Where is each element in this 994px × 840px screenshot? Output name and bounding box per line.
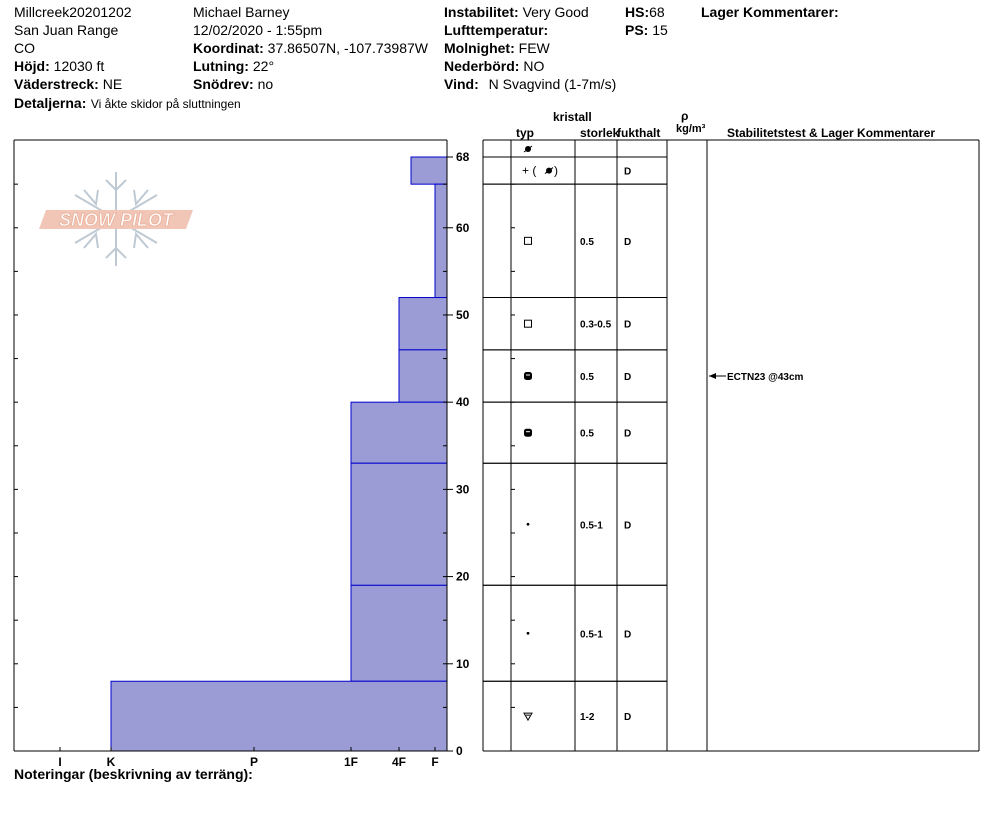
hardness-label: 4F	[391, 755, 407, 769]
y-tick-label: 20	[456, 569, 470, 584]
stability-value: Very Good	[522, 4, 589, 20]
crystal-rounded-icon	[527, 523, 530, 526]
y-tick-label: 40	[456, 395, 470, 410]
size-header: storlek	[580, 126, 620, 140]
crystal-depth-hoar-icon	[524, 713, 532, 720]
y-tick-label: 50	[456, 307, 470, 322]
hardness-label: I	[58, 755, 62, 769]
elevation-value: 12030 ft	[53, 58, 105, 74]
density-unit-header: kg/m³	[676, 123, 706, 135]
crystal-rounding-facets-icon	[525, 429, 532, 436]
precip-value: NO	[523, 58, 545, 74]
hardness-bar-5	[351, 463, 447, 585]
hardness-bar-1	[435, 184, 447, 297]
ps-value: 15	[652, 22, 668, 38]
wind-label: Vind:	[444, 76, 479, 92]
crystal-decomposing-icon	[545, 168, 553, 174]
y-tick-label: 0	[456, 744, 463, 758]
coordinates-value: 37.86507N, -107.73987W	[267, 40, 428, 56]
slope-label: Lutning:	[193, 58, 249, 74]
hs-label: HS:	[625, 4, 650, 20]
layer-moisture: D	[624, 166, 632, 178]
crystal-precip-close: )	[554, 163, 558, 178]
hardness-bar-4	[351, 402, 447, 463]
hardness-bar-6	[351, 585, 447, 681]
y-tick-label: 68	[456, 150, 470, 164]
details-value: Vi åkte skidor på sluttningen	[90, 97, 241, 111]
hardness-label: P	[249, 755, 259, 769]
hardness-bar-3	[399, 350, 447, 402]
aspect-value: NE	[102, 76, 123, 92]
layer-moisture: D	[624, 629, 632, 641]
layer-size: 1-2	[580, 712, 595, 724]
range-name: San Juan Range	[14, 22, 119, 38]
coordinates-label: Koordinat:	[193, 40, 264, 56]
crystal-header: kristall	[553, 110, 592, 124]
layer-moisture: D	[624, 319, 632, 331]
test-arrow-head-icon	[709, 373, 716, 379]
layer-size: 0.5-1	[580, 629, 603, 641]
layer-moisture: D	[624, 372, 632, 384]
hardness-bar-0	[411, 157, 447, 184]
pit-name: Millcreek20201202	[14, 4, 132, 20]
state-name: CO	[14, 40, 35, 56]
layer-moisture: D	[624, 428, 632, 440]
hardness-bar-7	[111, 681, 447, 751]
elevation-label: Höjd:	[14, 58, 50, 74]
crystal-rounding-facets-icon	[525, 373, 532, 380]
hs-value: 68	[649, 4, 665, 20]
aspect-label: Väderstreck:	[14, 76, 99, 92]
moisture-header: fukthalt	[617, 126, 661, 140]
sky-value: FEW	[518, 40, 550, 56]
crystal-precip-label: + (	[522, 163, 537, 178]
precip-label: Nederbörd:	[444, 58, 520, 74]
layer-size: 0.5-1	[580, 520, 603, 532]
layer-size: 0.5	[580, 372, 594, 384]
layer-comments-label: Lager Kommentarer:	[701, 4, 839, 20]
crystal-decomposing-icon	[524, 146, 532, 152]
details-label: Detaljerna:	[14, 95, 87, 111]
wind-value: N Svagvind (1-7m/s)	[488, 76, 617, 92]
crystal-rounded-icon	[527, 632, 530, 635]
notes-label: Noteringar (beskrivning av terräng):	[14, 766, 253, 782]
crystal-faceted-icon	[525, 237, 532, 244]
crystal-faceted-icon	[525, 320, 532, 327]
hardness-label: F	[431, 755, 439, 769]
datetime: 12/02/2020 - 1:55pm	[193, 22, 323, 38]
snowpilot-logo	[39, 172, 193, 266]
layer-moisture: D	[624, 236, 632, 248]
layer-moisture: D	[624, 520, 632, 532]
layer-size: 0.3-0.5	[580, 319, 612, 331]
y-tick-label: 10	[456, 656, 470, 671]
stability-tests-header: Stabilitetstest & Lager Kommentarer	[727, 126, 936, 140]
hardness-label: K	[106, 755, 116, 769]
y-tick-label: 60	[456, 220, 470, 235]
wind-loading-value: no	[257, 76, 274, 92]
stability-label: Instabilitet:	[444, 4, 519, 20]
layer-moisture: D	[624, 712, 632, 724]
type-header: typ	[516, 126, 534, 140]
air-temp-label: Lufttemperatur:	[444, 22, 549, 38]
rho-header: ρ	[681, 109, 689, 123]
y-tick-label: 30	[456, 482, 470, 497]
hardness-bar-2	[399, 298, 447, 350]
sky-label: Molnighet:	[444, 40, 515, 56]
logo-text: SNOW PILOT	[59, 210, 173, 230]
layer-size: 0.5	[580, 428, 594, 440]
layer-size: 0.5	[580, 236, 594, 248]
ps-label: PS:	[625, 22, 649, 38]
observer: Michael Barney	[193, 4, 290, 20]
hardness-label: 1F	[343, 755, 359, 769]
slope-value: 22°	[252, 58, 275, 74]
test-label: ECTN23 @43cm	[727, 372, 804, 384]
wind-loading-label: Snödrev:	[193, 76, 254, 92]
